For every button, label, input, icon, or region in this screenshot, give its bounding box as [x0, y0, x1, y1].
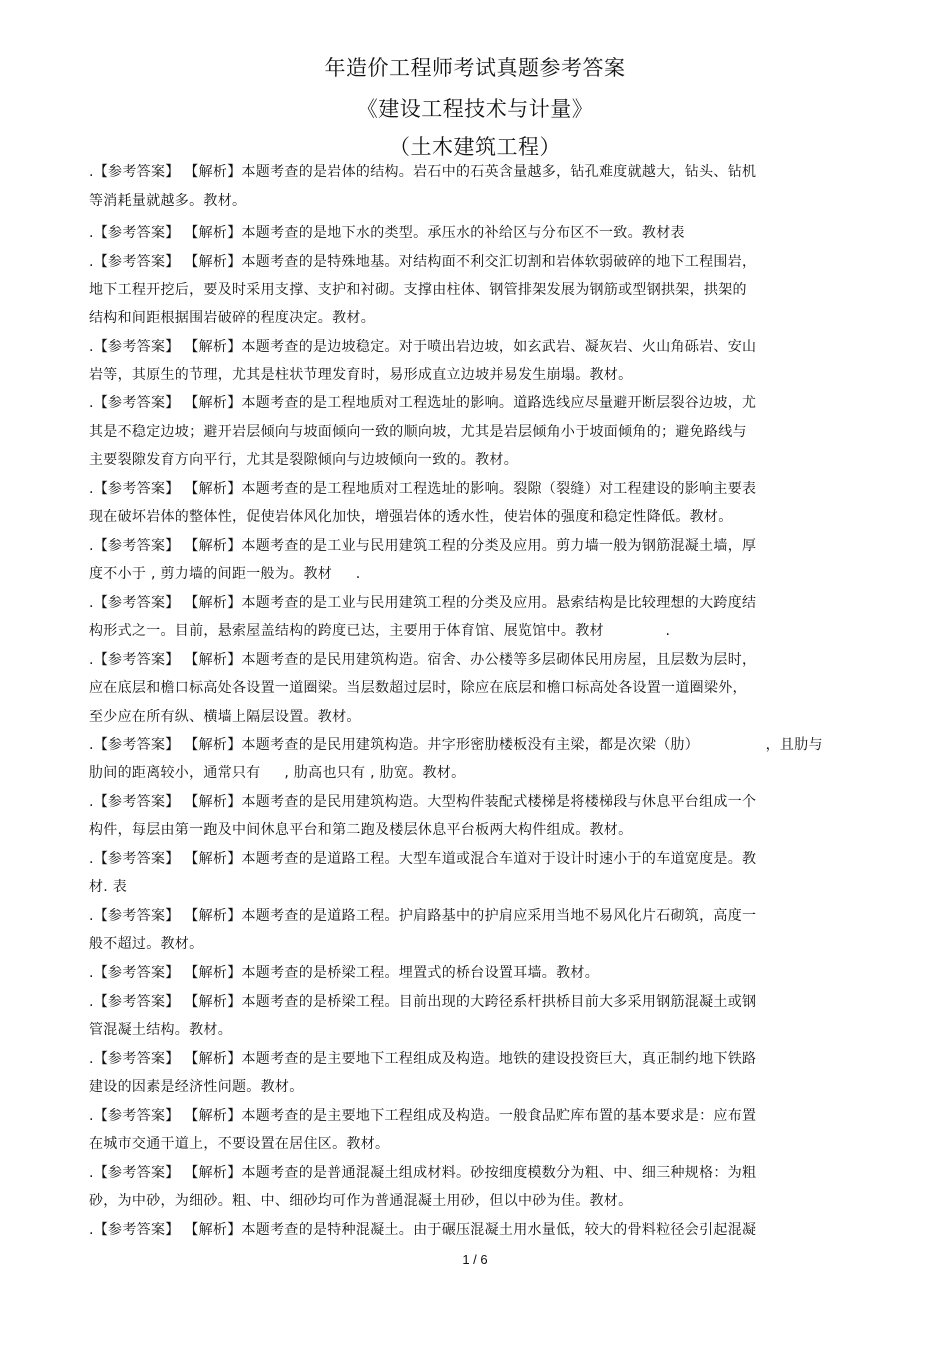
- text-line: 应在底层和檐口标高处各设置一道圈梁。当层数超过层时，除应在底层和檐口标高处各设置一道圈梁外，: [89, 680, 747, 696]
- text-line: .【参考答案】 【解析】本题考查的是道路工程。护肩路基中的护肩应采用当地不易风化片石砌筑，高度一: [89, 908, 757, 924]
- text-line: 材. 表: [89, 879, 128, 895]
- text-line: 肋间的距离较小，通常只有 , 肋高也只有 , 肋宽。教材。: [89, 765, 466, 781]
- text-line: .【参考答案】 【解析】本题考查的是工程地质对工程选址的影响。裂隙（裂缝）对工程建设的影响主要表: [89, 481, 757, 497]
- text-line: .【参考答案】 【解析】本题考查的是主要地下工程组成及构造。地铁的建设投资巨大，真正制约地下铁路: [89, 1051, 757, 1067]
- text-line: 构形式之一。目前，悬索屋盖结构的跨度已达，主要用于体育馆、展览馆中。教材 .: [89, 623, 671, 639]
- text-line: .【参考答案】 【解析】本题考查的是地下水的类型。承压水的补给区与分布区不一致。教材表: [89, 225, 685, 241]
- document-title: 年造价工程师考试真题参考答案: [324, 56, 626, 80]
- text-line: 度不小于 , 剪力墙的间距一般为。教材 .: [89, 566, 361, 582]
- text-line: 建设的因素是经济性问题。教材。: [89, 1079, 304, 1095]
- text-line: 主要裂隙发育方向平行，尤其是裂隙倾向与边坡倾向一致的。教材。: [89, 452, 518, 468]
- page-number: 1 / 6: [462, 1252, 488, 1267]
- text-line: 等消耗量就越多。教材。: [89, 193, 247, 209]
- text-line: 般不超过。教材。: [89, 936, 204, 952]
- text-line: 其是不稳定边坡；避开岩层倾向与坡面倾向一致的顺向坡，尤其是岩层倾角小于坡面倾角的；避免路线与: [89, 424, 747, 440]
- text-line: .【参考答案】 【解析】本题考查的是桥梁工程。目前出现的大跨径系杆拱桥目前大多采用钢筋混凝土或钢: [89, 994, 757, 1010]
- text-line: .【参考答案】 【解析】本题考查的是特殊地基。对结构面不利交汇切割和岩体软弱破碎的地下工程围岩，: [89, 254, 757, 270]
- text-line: 管混凝土结构。教材。: [89, 1022, 232, 1038]
- text-line: .【参考答案】 【解析】本题考查的是岩体的结构。岩石中的石英含量越多，钻孔难度就越大，钻头、钻机: [89, 164, 757, 180]
- text-line: 构件，每层由第一跑及中间休息平台和第二跑及楼层休息平台板两大构件组成。教材。: [89, 822, 633, 838]
- text-line: .【参考答案】 【解析】本题考查的是主要地下工程组成及构造。一般食品贮库布置的基本要求是：应布置: [89, 1108, 757, 1124]
- text-line: 砂，为中砂，为细砂。粗、中、细砂均可作为普通混凝土用砂，但以中砂为佳。教材。: [89, 1193, 633, 1209]
- text-line: 至少应在所有纵、横墙上隔层设置。教材。: [89, 709, 361, 725]
- text-line: .【参考答案】 【解析】本题考查的是工业与民用建筑工程的分类及应用。悬索结构是比较理想的大跨度结: [89, 595, 757, 611]
- text-line: .【参考答案】 【解析】本题考查的是民用建筑构造。井字形密肋楼板没有主梁，都是次梁（肋） ，且肋与: [89, 737, 823, 753]
- text-line: .【参考答案】 【解析】本题考查的是工程地质对工程选址的影响。道路选线应尽量避开断层裂谷边坡，尤: [89, 395, 757, 411]
- text-line: 结构和间距根据围岩破碎的程度决定。教材。: [89, 310, 375, 326]
- text-line: .【参考答案】 【解析】本题考查的是特种混凝土。由于碾压混凝土用水量低，较大的骨料粒径会引起混凝: [89, 1222, 757, 1238]
- text-line: 现在破坏岩体的整体性，促使岩体风化加快，增强岩体的透水性，使岩体的强度和稳定性降低。教材。: [89, 509, 733, 525]
- text-line: 岩等，其原生的节理，尤其是柱状节理发育时，易形成直立边坡并易发生崩塌。教材。: [89, 367, 633, 383]
- text-line: .【参考答案】 【解析】本题考查的是桥梁工程。埋置式的桥台设置耳墙。教材。: [89, 965, 599, 981]
- text-line: .【参考答案】 【解析】本题考查的是民用建筑构造。宿舍、办公楼等多层砌体民用房屋，且层数为层时，: [89, 652, 757, 668]
- document-category: （土木建筑工程）: [389, 135, 561, 159]
- text-line: 地下工程开挖后，要及时采用支撑、支护和衬砌。支撑由柱体、钢管排架发展为钢筋或型钢拱架，拱架的: [89, 282, 747, 298]
- document-subtitle: 《建设工程技术与计量》: [356, 97, 594, 121]
- text-line: .【参考答案】 【解析】本题考查的是边坡稳定。对于喷出岩边坡，如玄武岩、凝灰岩、火山角砾岩、安山: [89, 339, 757, 355]
- text-line: .【参考答案】 【解析】本题考查的是民用建筑构造。大型构件装配式楼梯是将楼梯段与休息平台组成一个: [89, 794, 757, 810]
- text-line: .【参考答案】 【解析】本题考查的是工业与民用建筑工程的分类及应用。剪力墙一般为钢筋混凝土墙，厚: [89, 538, 757, 554]
- text-line: .【参考答案】 【解析】本题考查的是道路工程。大型车道或混合车道对于设计时速小于的车道宽度是。教: [89, 851, 757, 867]
- text-line: .【参考答案】 【解析】本题考查的是普通混凝土组成材料。砂按细度模数分为粗、中、细三种规格：为粗: [89, 1165, 757, 1181]
- text-line: 在城市交通干道上，不要设置在居住区。教材。: [89, 1136, 390, 1152]
